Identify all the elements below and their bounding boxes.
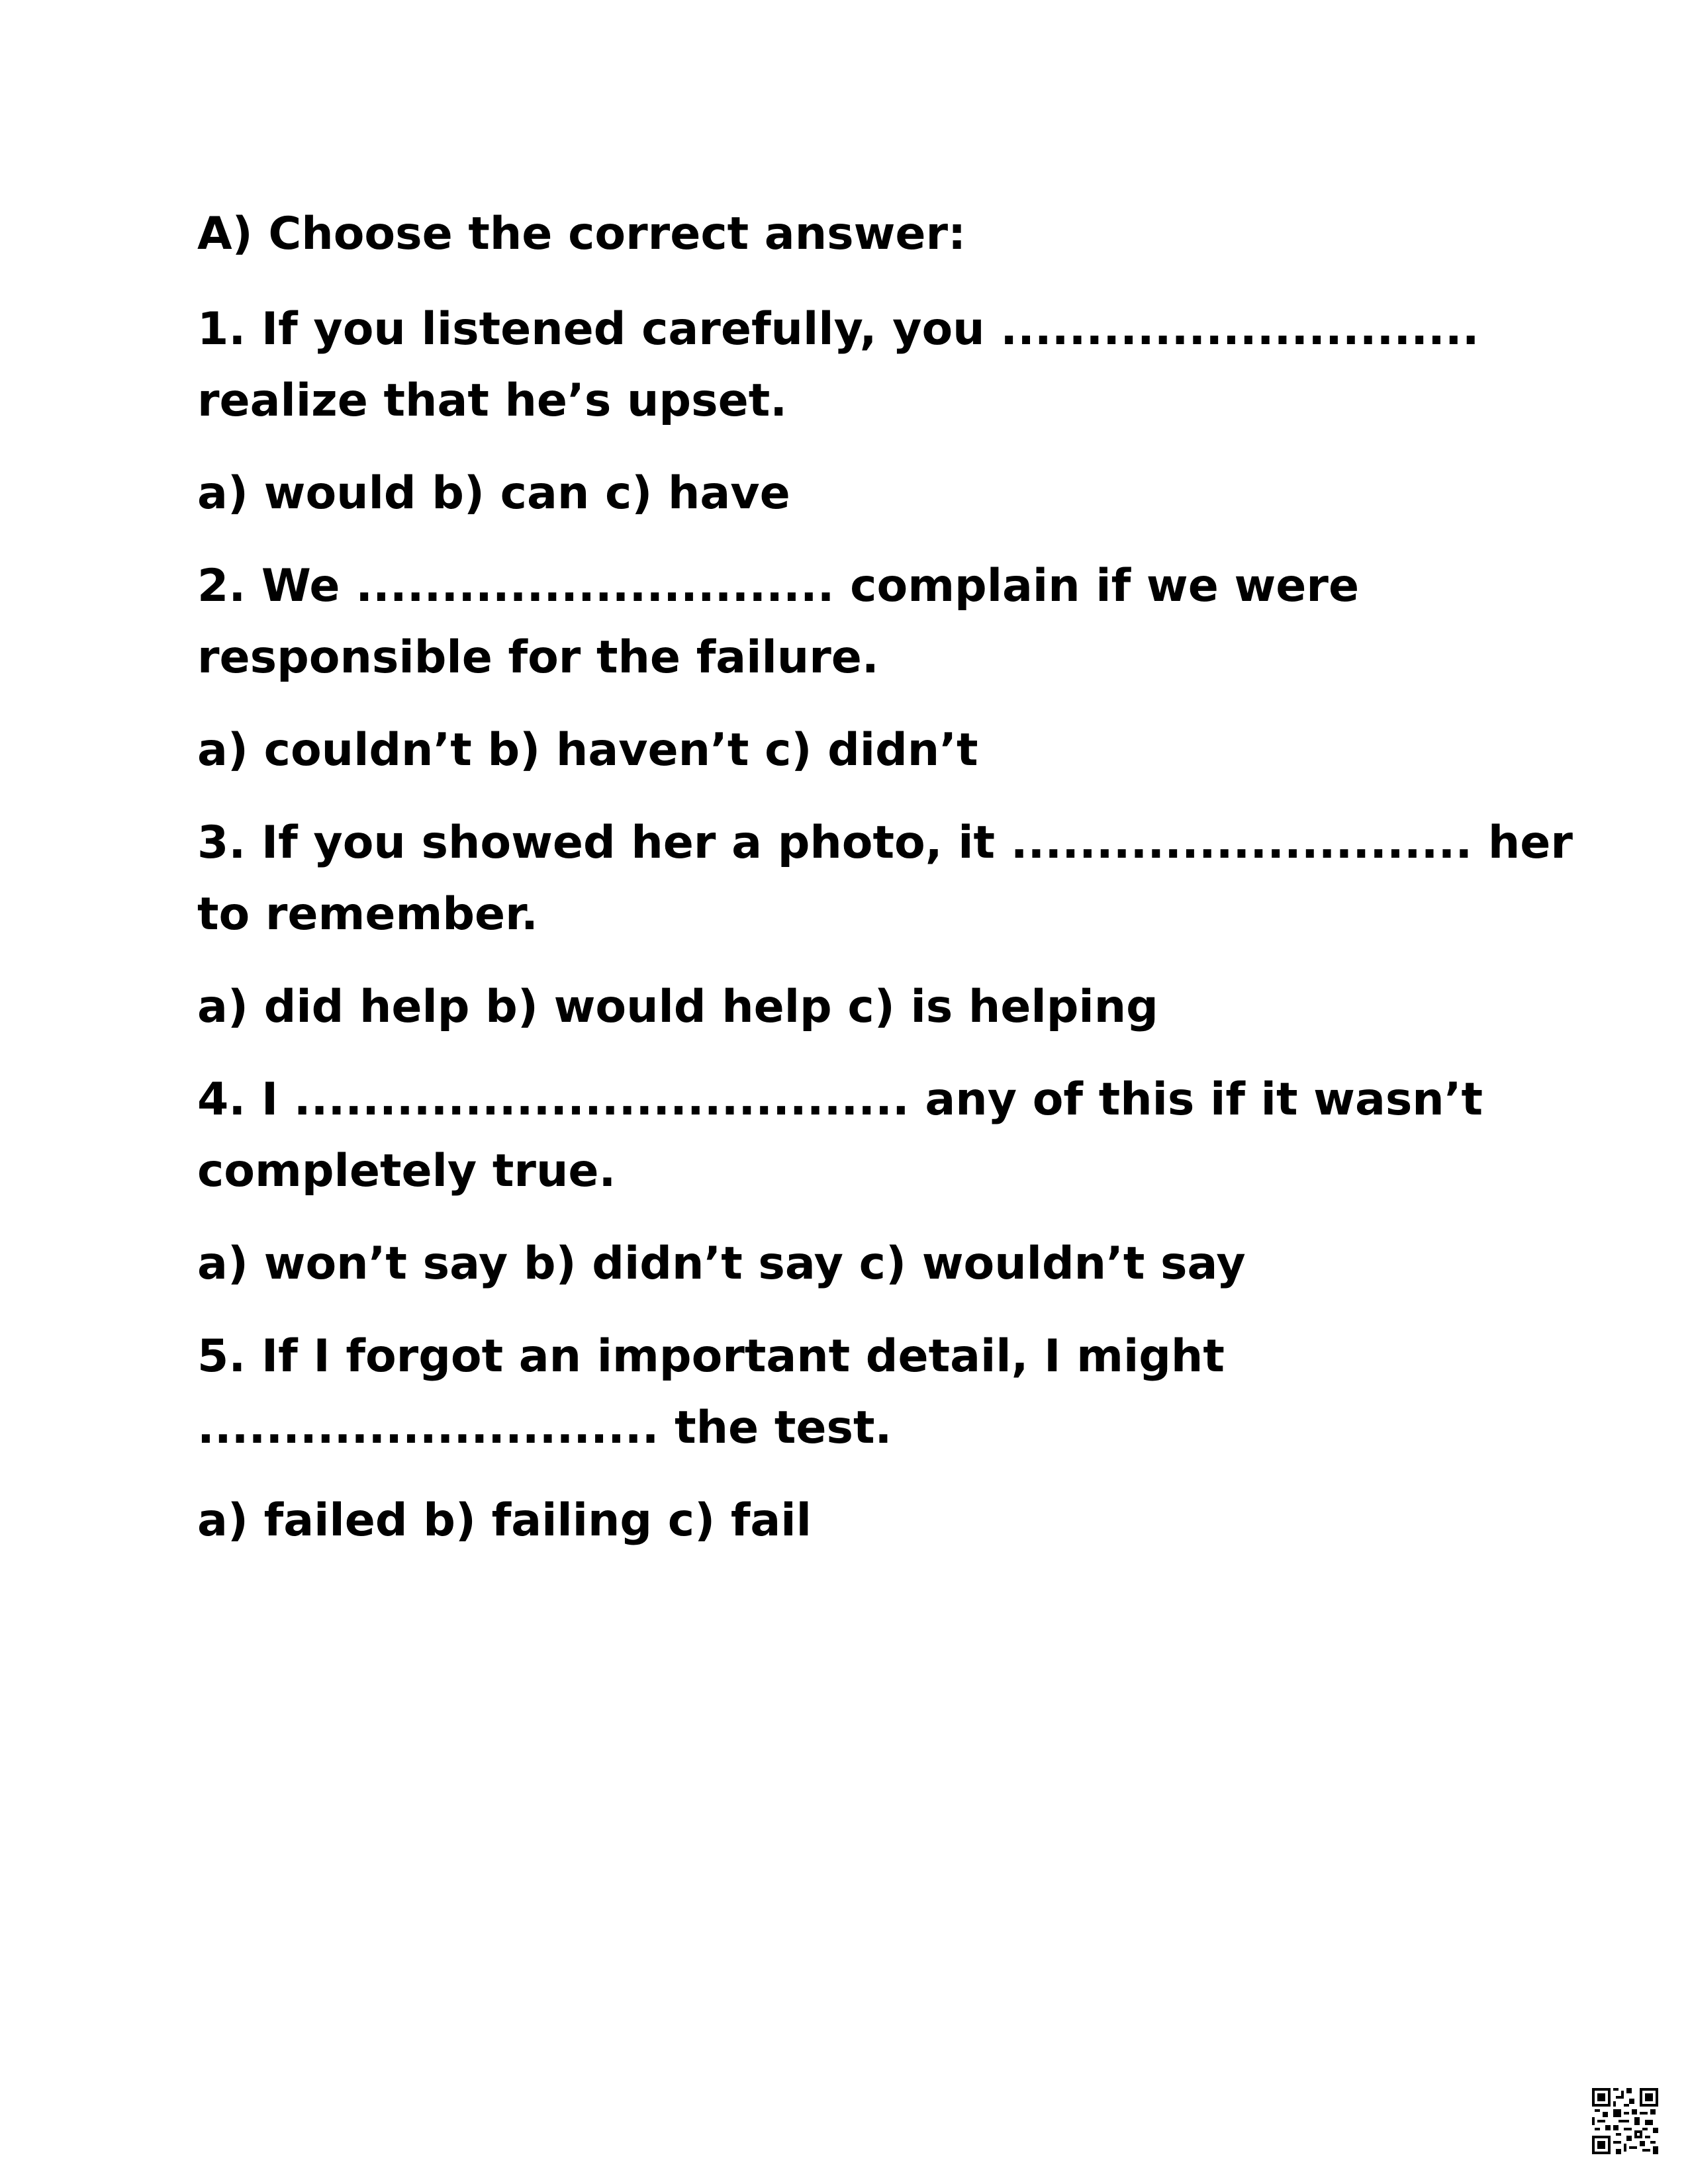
question-2-line-2: responsible for the failure. (197, 631, 879, 684)
question-5 (197, 1321, 1508, 1557)
question-5-options: a) failed b) failing c) fail (197, 1494, 812, 1547)
question-4-line-1: 4. I .................................... any of this if it wasn’t (197, 1073, 1483, 1126)
question-2 (197, 551, 1508, 786)
question-2-options: a) couldn’t b) haven’t c) didn’t (197, 724, 978, 776)
question-2-line-1: 2. We ............................ complain if we were (197, 560, 1360, 612)
qr-code-icon (1592, 2088, 1658, 2154)
question-3-options: a) did help b) would help c) is helping (197, 981, 1158, 1033)
question-3-line-1: 3. If you showed her a photo, it ........................... her (197, 817, 1573, 869)
question-4 (197, 1064, 1508, 1300)
question-1-line-2: realize that he’s upset. (197, 375, 788, 427)
question-1-line-1: 1. If you listened carefully, you ............................ (197, 303, 1479, 355)
question-5-line-2: ........................... the test. (197, 1402, 892, 1454)
question-4-options: a) won’t say b) didn’t say c) wouldn’t say (197, 1238, 1246, 1290)
question-3-line-2: to remember. (197, 888, 538, 940)
question-3 (197, 807, 1573, 1043)
question-4-line-2: completely true. (197, 1145, 616, 1197)
question-5-line-1: 5. If I forgot an important detail, I might (197, 1330, 1225, 1383)
question-1 (197, 294, 1508, 529)
worksheet-content (197, 199, 1573, 1557)
exercise-heading: A) Choose the correct answer: (197, 208, 966, 260)
question-1-options: a) would b) can c) have (197, 467, 790, 520)
